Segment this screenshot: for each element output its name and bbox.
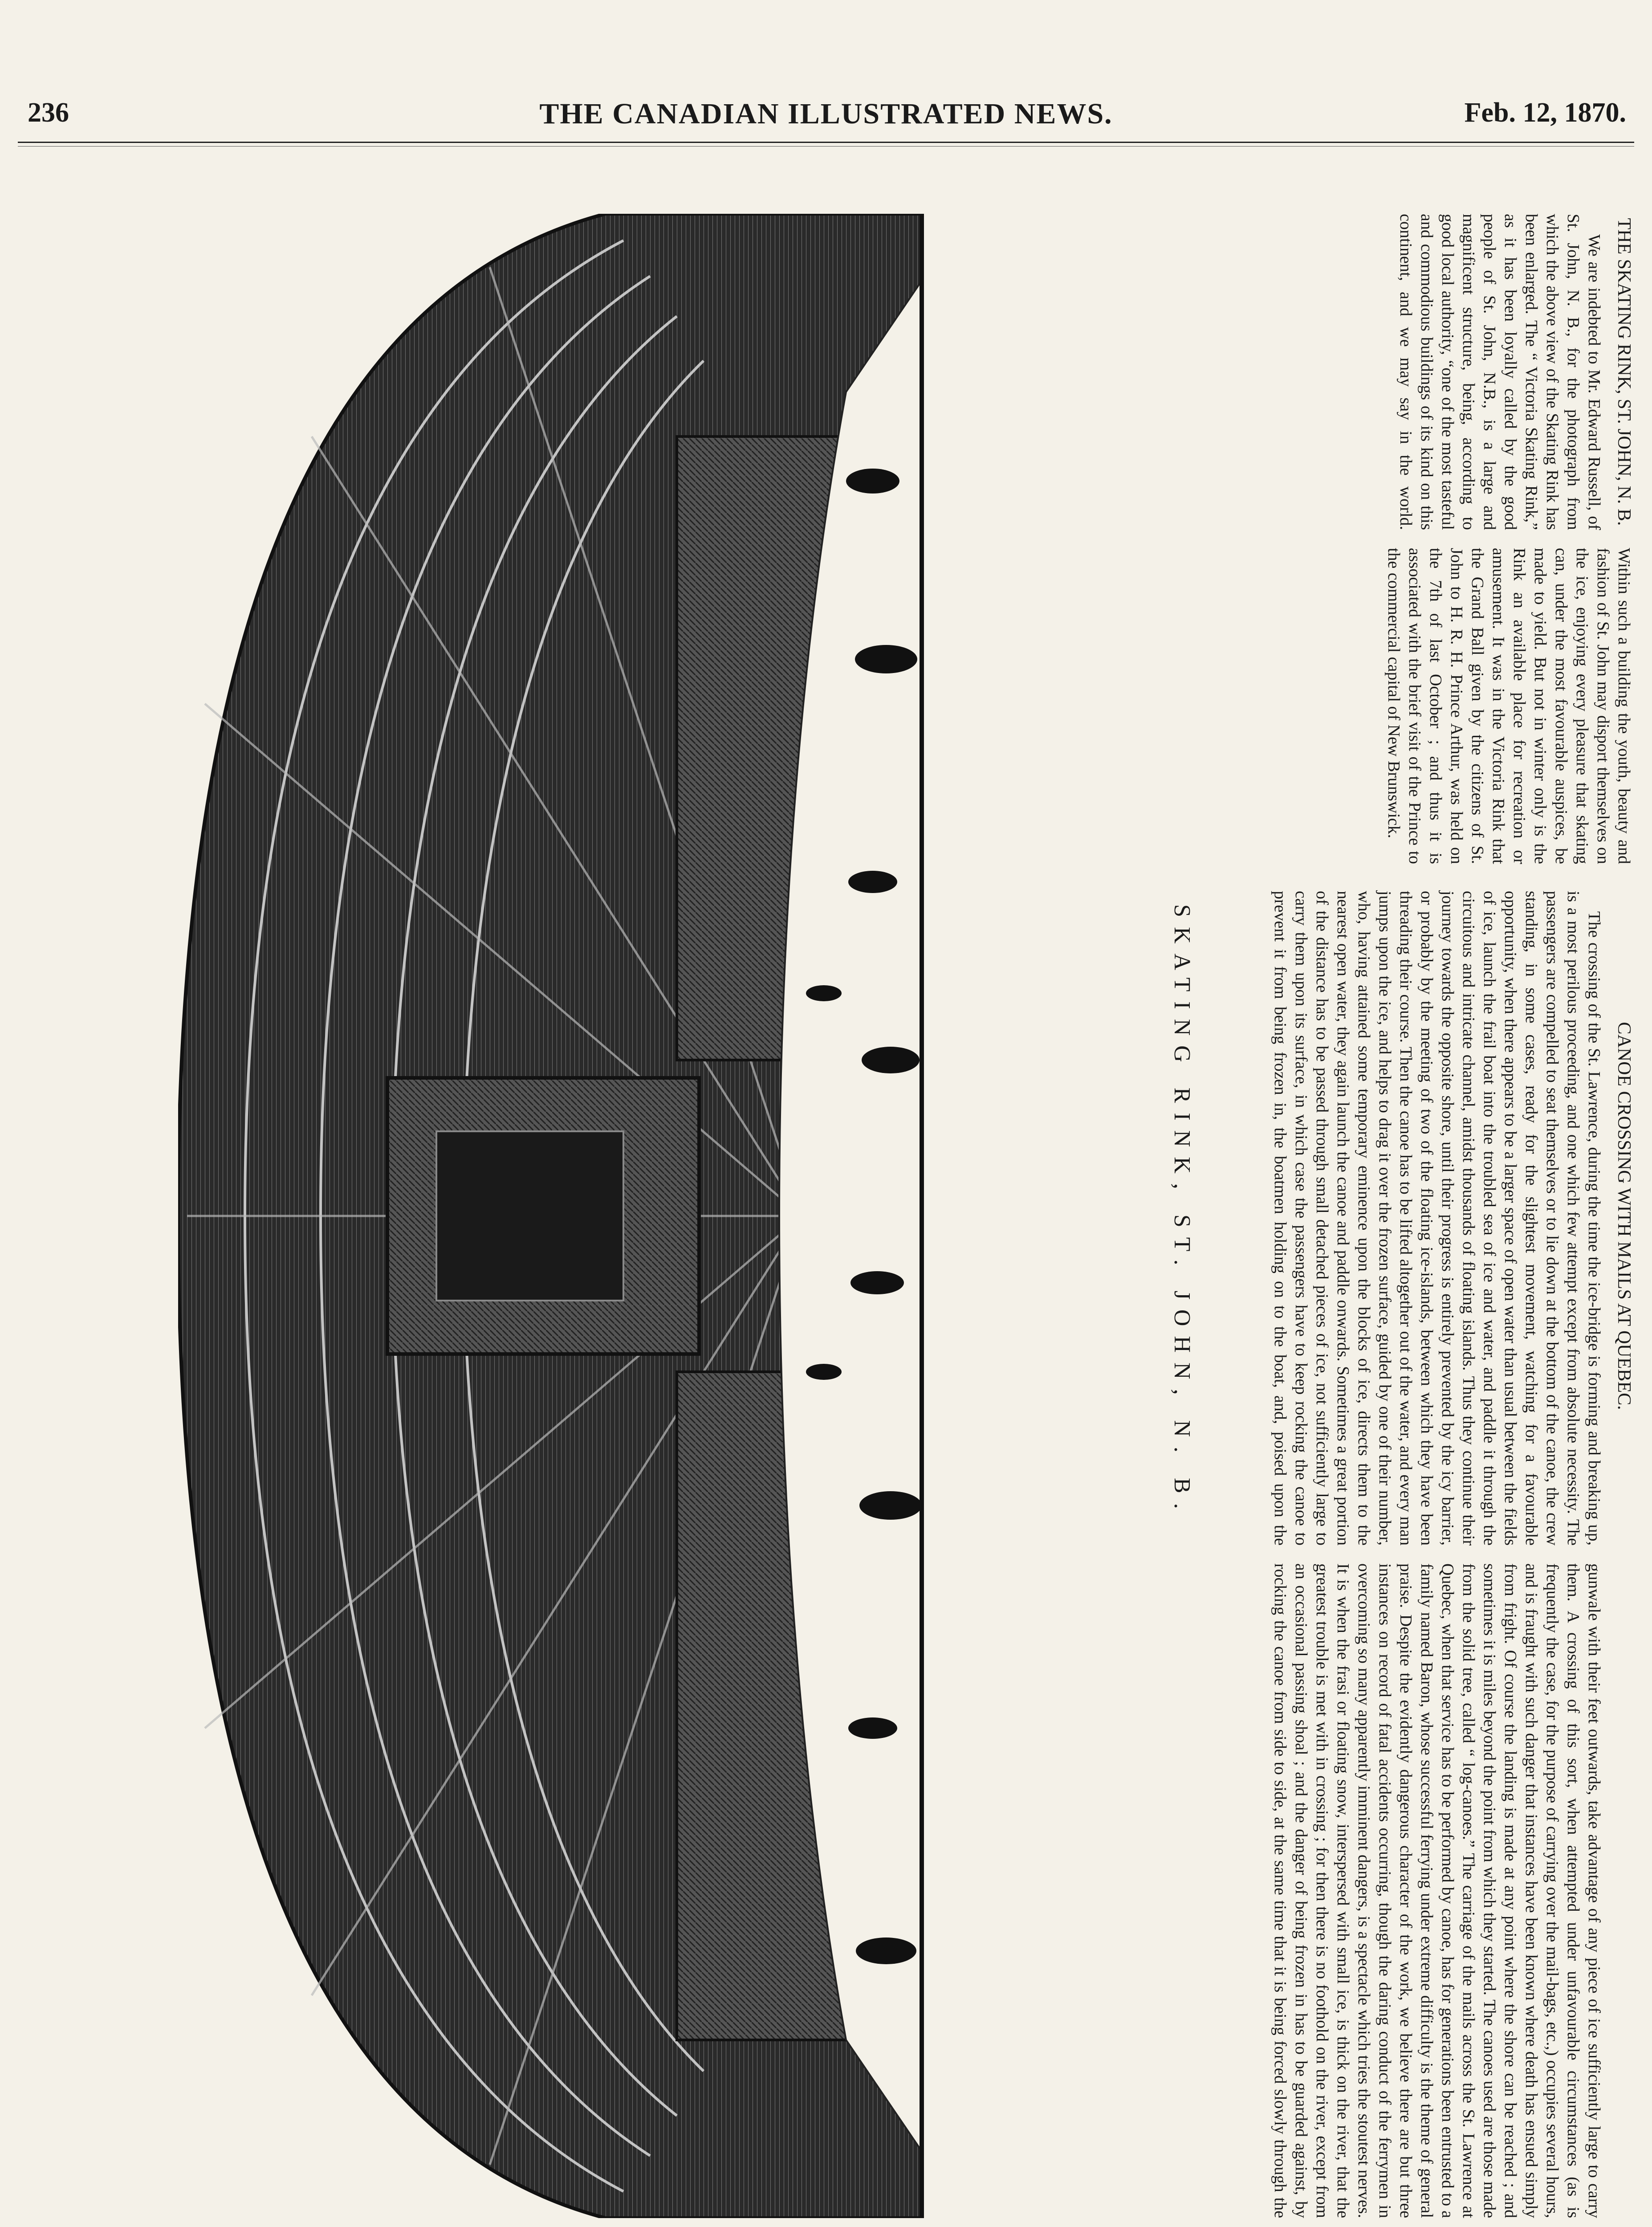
canoe-article-heading: CANOE CROSSING WITH MAILS AT QUEBEC. (1614, 1022, 1634, 1410)
header-rule-thin (18, 146, 1634, 147)
text-columns (1225, 214, 1634, 2218)
header-rule (18, 142, 1634, 143)
page-number: 236 (28, 98, 69, 128)
rink-article-body: We are indebted to Mr. Edward Russell, of St. John, N. B., for the photograph from which the above view of the Skating Rink has been enlarged. The “ Victoria Skating Rink,” as it has been loyally called by the good people of St. John, N.B., is a large and magnificent structure, being, according to good local authority, “one of the most tasteful and commodious buildings of its kind on this continent, and we may say in the world. Within such a building the youth, beauty and fashion of St. John may disport themselves on the ice, enjoying every pleasure that skating can, under the most favourable auspices, be made to yield. But not in winter only is the Rink an available place for recreation or amusement. It was in the Victoria Rink that the Grand Ball given by the citizens of St. John to H. R. H. Prince Arthur, was held on the 7th of last October ; and thus it is associated with the brief visit of the Prince to the commercial capital of New Brunswick. (1384, 214, 1633, 864)
masthead (0, 0, 1652, 160)
illustration-caption: SKATING RINK, ST. JOHN, N. B. (1169, 904, 1195, 1519)
rink-article-heading: THE SKATING RINK, ST. JOHN, N. B. (1614, 218, 1634, 526)
canoe-article-body: The crossing of the St. Lawrence, during the time the ice-bridge is forming and breaking up, is a most perilous proceeding, and one which few attempt except from absolute necessity. The passengers are compelled to seat themselves or to lie down at the bottom of the canoe, the crew standing, in some cases, ready for the slightest movement, watching for a favourable opportunity, when there appears to be a larger space of open water than usual between the fields of ice, launch the frail boat into the troubled sea of ice and water, and paddle it through the circuitous and intricate channel, amidst thousands of floating islands. Thus they continue their journey towards the opposite shore, until their progress is entirely prevented by the icy barrier, or probably by the meeting of two of the floating ice-islands, between which they have been threading their course. Then the canoe has to be lifted altogether out of the water, and every man jumps upon the ice, and helps to drag it over the frozen surface, guided by one of their number, who, having attained some temporary eminence upon the blocks of ice, directs them to the nearest open water, they again launch the canoe and paddle onwards. Sometimes a great portion of the distance has to be passed through small detached pieces of ice, not sufficiently large to carry them upon its surface, in which case the passengers have to keep rocking the canoe to prevent it from being frozen in, the boatmen holding on to the boat, and, poised upon the gunwale with their feet outwards, take advantage of any piece of ice sufficiently large to carry them. A crossing of this sort, when attempted under unfavourable circumstances (as is frequently the case, for the purpose of carrying over the mail-bags, etc.,) occupies several hours, and is fraught with such danger that instances have been known where death has ensued simply from fright. Of course the landing is made at any point where the shore can be reached ; and sometimes it is miles beyond the point from which they started. The canoes used are those made from the solid tree, called “ log-canoes.” The carriage of the mails across the St. Lawrence at Quebec, when that service has to be performed by canoe, has for generations been entrusted to a family named Baron, whose successful ferrying under extreme difficulty is the theme of general praise. Despite the evidently dangerous character of the work, we believe there are but three instances on record of fatal accidents occurring, though the daring conduct of the ferrymen in overcoming so many apparently imminent dangers, is a spectacle which tries the stoutest nerves. It is when the frasi or floating snow, interspersed with small ice, is thick on the river, that the greatest trouble is met with in crossing ; for then there is no foothold on the river, except from an occasional passing shoal ; and the danger of being frozen in has to be guarded against, by rocking the canoe from side to side, at the same time that it is being forced slowly through the (1271, 891, 1603, 2218)
newspaper-title: THE CANADIAN ILLUSTRATED NEWS. (539, 98, 1113, 130)
skating-rink-illustration (178, 214, 1127, 2218)
column-1 (1225, 214, 1634, 864)
issue-date: Feb. 12, 1870. (1464, 98, 1626, 128)
column-2 (1225, 891, 1634, 2218)
